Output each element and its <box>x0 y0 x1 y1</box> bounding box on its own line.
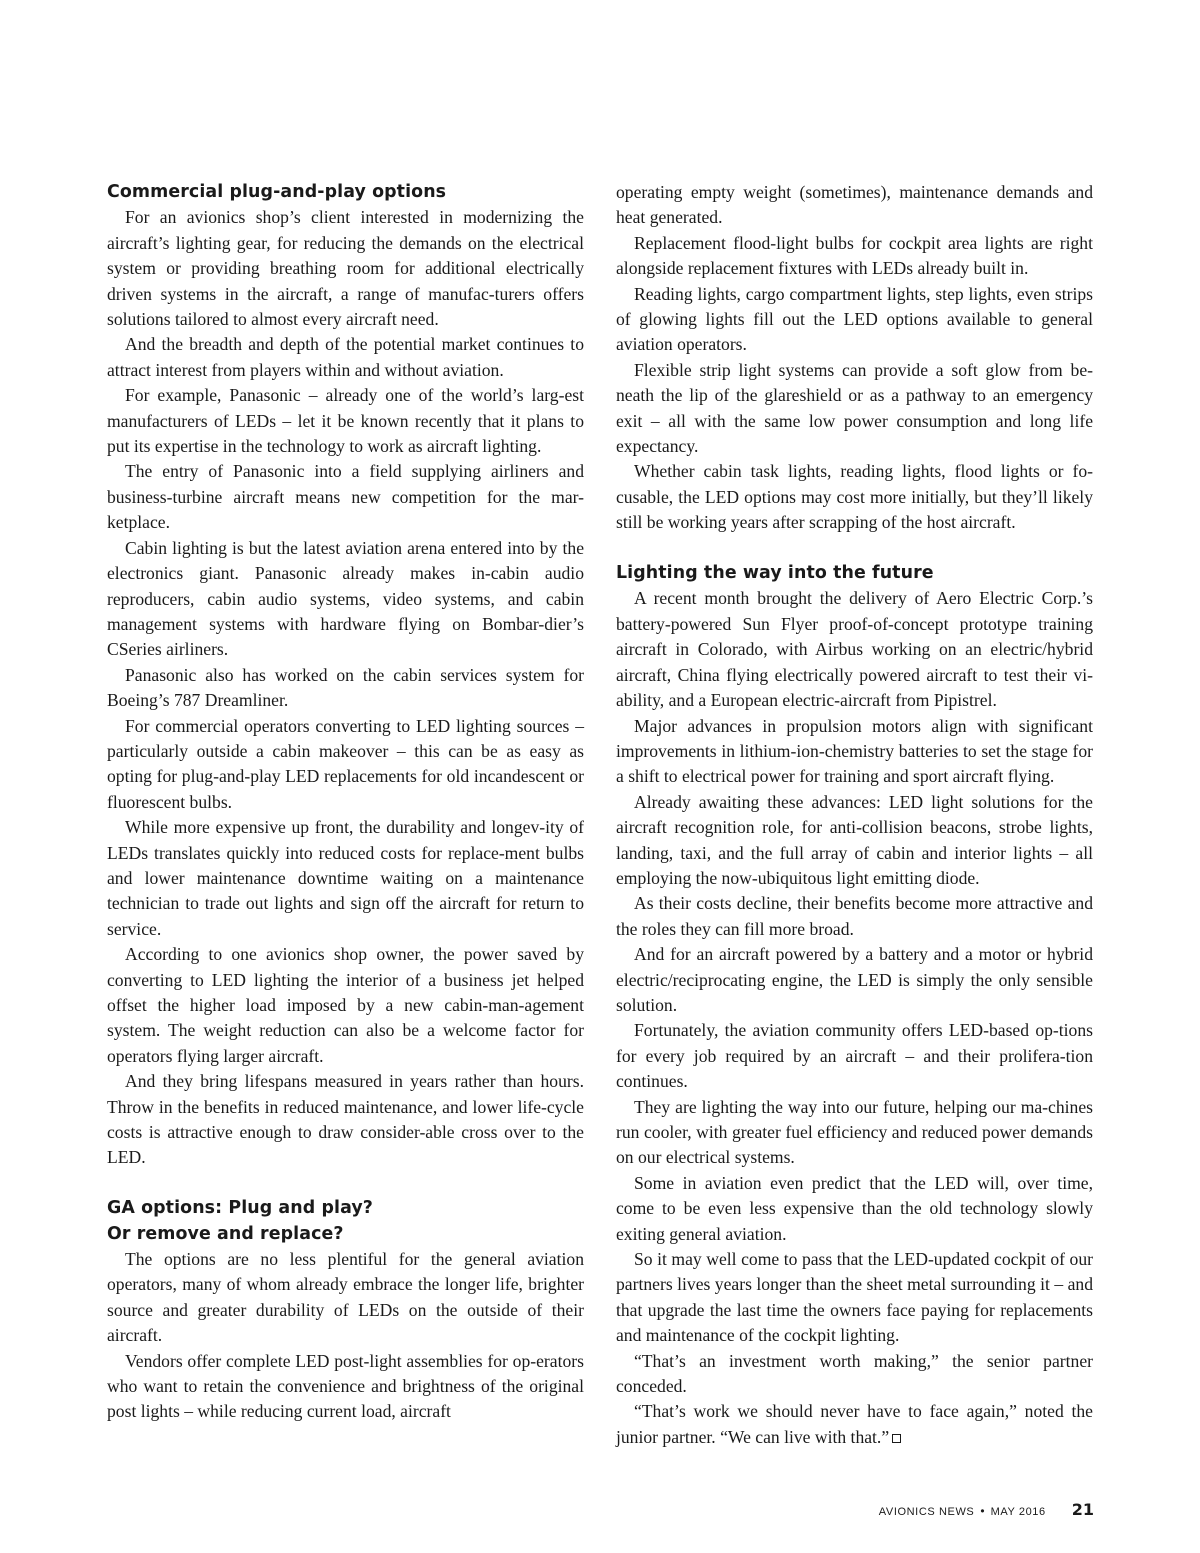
end-of-article-icon <box>892 1434 901 1443</box>
section-heading-future: Lighting the way into the future <box>616 563 934 584</box>
issue-date: MAY 2016 <box>990 1506 1046 1518</box>
paragraph: And for an aircraft powered by a battery and a motor or hybrid electric/reciprocating engine, the LED is simply the only sensible solution. <box>616 944 1093 1015</box>
paragraph: They are lighting the way into our future, helping our ma-chines run cooler, with greater fuel efficiency and reduced power demands on our electrical systems. <box>616 1096 1093 1168</box>
paragraph: For example, Panasonic – already one of the world’s larg-est manufacturers of LEDs – let it be known recently that it plans to put its expertise in the technology to work as aircraft lighting. <box>107 385 584 457</box>
page-number: 21 <box>1071 1500 1094 1519</box>
paragraph: Cabin lighting is but the latest aviation arena entered into by the electronics giant. Panasonic already makes in-cabin audio reproducers, cabin audio systems, video systems, and cabin management systems with hardware flying on Bombar-dier’s CSeries airliners. <box>107 537 584 660</box>
final-text: “That’s work we should never have to face again,” noted the junior partner. “We can live with that.” <box>616 1401 1093 1447</box>
paragraph-final <box>616 1399 1093 1450</box>
paragraph: Replacement flood-light bulbs for cockpit area lights are right alongside replacement fixtures with LEDs already built in. <box>616 232 1093 279</box>
publication-name: AVIONICS NEWS <box>878 1506 975 1518</box>
paragraph: As their costs decline, their benefits become more attractive and the roles they can fill more broad. <box>616 893 1093 939</box>
paragraph: For an avionics shop’s client interested in modernizing the aircraft’s lighting gear, for reducing the demands on the electrical system or providing breathing room for additional electrically driven systems in the aircraft, a range of manufac-turers offers solutions tailored to almost every aircraft need. <box>107 207 584 330</box>
paragraph: Vendors offer complete LED post-light assemblies for op-erators who want to retain the convenience and brightness of the original post lights – while reducing current load, aircraft <box>107 1350 584 1422</box>
section-heading-ga-options <box>107 1196 584 1247</box>
paragraph: While more expensive up front, the durability and longev-ity of LEDs translates quickly into reduced costs for replace-ment bulbs and lower maintenance downtime waiting on a maintenance technician to trade out lights and sign off the aircraft for return to service. <box>107 817 584 939</box>
footer-bullet: • <box>980 1504 985 1518</box>
paragraph: The entry of Panasonic into a field supplying airliners and business-turbine aircraft means new competition for the mar-ketplace. <box>107 461 584 533</box>
paragraph: Fortunately, the aviation community offers LED-based op-tions for every job required by an aircraft – and their prolifera-tion continues. <box>616 1020 1093 1092</box>
paragraph: Whether cabin task lights, reading lights, flood lights or fo-cusable, the LED options may cost more initially, but they’ll likely still be working years after scrapping of the host aircraft. <box>616 461 1093 533</box>
paragraph: Major advances in propulsion motors align with significant improvements in lithium-ion-chemistry batteries to set the stage for a shift to electrical power for training and sport aircraft flying. <box>616 715 1093 787</box>
paragraph: Reading lights, cargo compartment lights, step lights, even strips of glowing lights fill out the LED options available to general aviation operators. <box>616 283 1093 355</box>
paragraph: And the breadth and depth of the potential market continues to attract interest from players within and without aviation. <box>107 334 584 380</box>
paragraph: Panasonic also has worked on the cabin services system for Boeing’s 787 Dreamliner. <box>107 664 584 711</box>
paragraph: “That’s an investment worth making,” the senior partner conceded. <box>616 1350 1093 1397</box>
paragraph: According to one avionics shop owner, the power saved by converting to LED lighting the interior of a business jet helped offset the higher load imposed by a new cabin-man-agement system. The weight reduction can also be a welcome factor for operators flying larger aircraft. <box>107 944 584 1066</box>
paragraph: Some in aviation even predict that the LED will, over time, come to be even less expensive than the old technology slowly exiting general aviation. <box>616 1172 1093 1244</box>
left-column <box>107 180 584 1425</box>
paragraph: And they bring lifespans measured in years rather than hours. Throw in the benefits in reduced maintenance, and lower life-cycle costs is attractive enough to draw consider-able cross over to the LED. <box>107 1071 584 1168</box>
page-footer <box>820 1500 1094 1520</box>
paragraph-continued: operating empty weight (sometimes), maintenance demands and heat generated. <box>616 182 1093 228</box>
paragraph: Already awaiting these advances: LED light solutions for the aircraft recognition role, for anti-collision beacons, strobe lights, landing, taxi, and the full array of cabin and interior lights – all employing the now-ubiquitous light emitting diode. <box>616 791 1093 888</box>
section-heading-commercial: Commercial plug-and-play options <box>107 182 447 202</box>
heading-line-2: Or remove and replace? <box>107 1223 344 1244</box>
heading-line-1: GA options: Plug and play? <box>107 1198 373 1219</box>
right-column <box>616 180 1093 1450</box>
paragraph: Flexible strip light systems can provide a soft glow from be-neath the lip of the glareshield or as a pathway to an emergency exit – all with the same low power consumption and long life expectancy. <box>616 359 1093 457</box>
paragraph: The options are no less plentiful for the general aviation operators, many of whom already embrace the longer life, brighter source and greater durability of LEDs on the outside of their aircraft. <box>107 1249 584 1346</box>
paragraph: So it may well come to pass that the LED-updated cockpit of our partners lives years longer than the sheet metal surrounding it – and that upgrade the last time the owners face paying for replacements and maintenance of the cockpit lighting. <box>616 1249 1093 1346</box>
paragraph: A recent month brought the delivery of Aero Electric Corp.’s battery-powered Sun Flyer proof-of-concept prototype training aircraft in Colorado, with Airbus working on an electric/hybrid aircraft, China flying electrically powered aircraft to test their vi-ability, and a European electric-aircraft from Pipistrel. <box>616 588 1093 711</box>
paragraph: For commercial operators converting to LED lighting sources – particularly outside a cabin makeover – this can be as easy as opting for plug-and-play LED replacements for old incandescent or fluorescent bulbs. <box>107 715 584 812</box>
